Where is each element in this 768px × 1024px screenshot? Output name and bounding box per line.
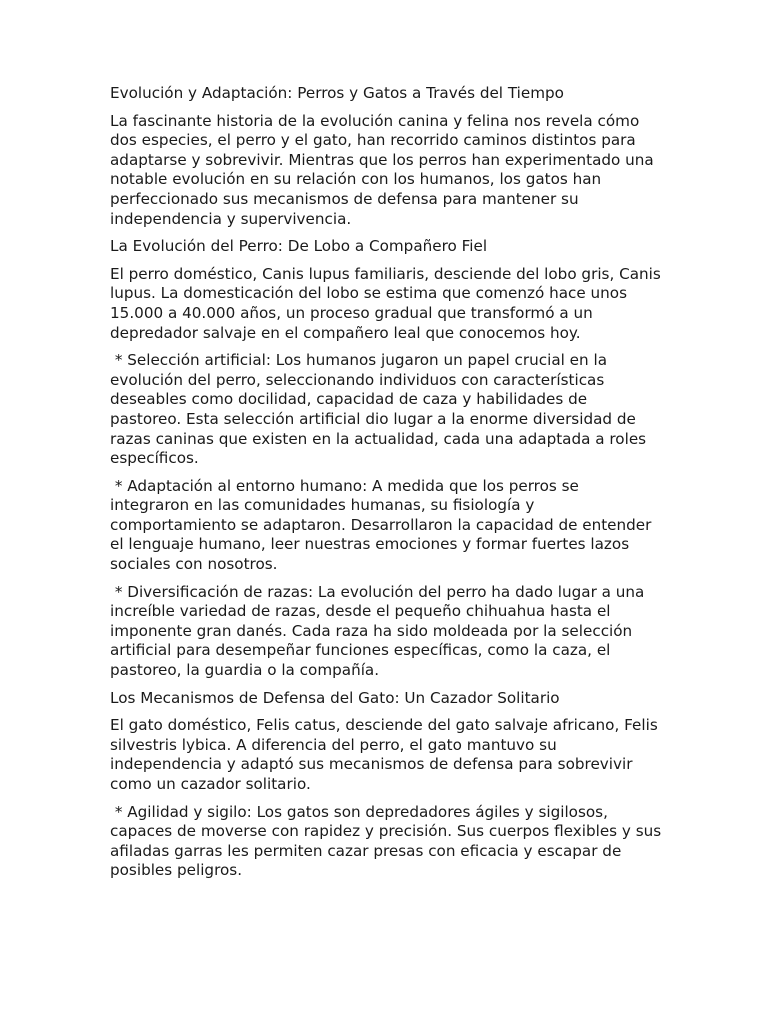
- document-page: [110, 84, 667, 889]
- document-title: Evolución y Adaptación: Perros y Gatos a Través del Tiempo: [110, 84, 564, 102]
- dog-bullet-human-adaptation: * Adaptación al entorno humano: A medida que los perros se integraron en las comunidades humanas, su fisiología y comportamiento se adaptaron. Desarrollaron la capacidad de entender el lenguaje humano, leer nuestras emociones y formar fuertes lazos sociales con nosotros.: [110, 476, 657, 574]
- cat-bullet-agility: * Agilidad y sigilo: Los gatos son depredadores ágiles y sigilosos, capaces de moverse con rapidez y precisión. Sus cuerpos flexibles y sus afiladas garras les permiten cazar presas con eficacia y escapar de posibles peligros.: [110, 802, 667, 880]
- section-heading-dog: La Evolución del Perro: De Lobo a Compañero Fiel: [110, 237, 488, 256]
- dog-bullet-breed-diversification: * Diversificación de razas: La evolución del perro ha dado lugar a una increíble variedad de razas, desde el pequeño chihuahua hasta el imponente gran danés. Cada raza ha sido moldeada por la selección artificial para desempeñar funciones específicas, como la caza, el pastoreo, la guardia o la compañía.: [110, 582, 650, 680]
- intro-paragraph: La fascinante historia de la evolución canina y felina nos revela cómo dos especies, el perro y el gato, han recorrido caminos distintos para adaptarse y sobrevivir. Mientras que los perros han experimentado una notable evolución en su relación con los humanos, los gatos han perfeccionado sus mecanismos de defensa para mantener su independencia y supervivencia.: [110, 111, 659, 228]
- dog-intro-paragraph: El perro doméstico, Canis lupus familiaris, desciende del lobo gris, Canis lupus. La domesticación del lobo se estima que comenzó hace unos 15.000 a 40.000 años, un proceso gradual que transformó a un depredador salvaje en el compañero leal que conocemos hoy.: [110, 264, 666, 342]
- section-heading-cat: Los Mecanismos de Defensa del Gato: Un Cazador Solitario: [110, 688, 560, 707]
- cat-intro-paragraph: El gato doméstico, Felis catus, desciende del gato salvaje africano, Felis silvestris lybica. A diferencia del perro, el gato mantuvo su independencia y adaptó sus mecanismos de defensa para sobrevivir como un cazador solitario.: [110, 716, 663, 793]
- dog-bullet-artificial-selection: * Selección artificial: Los humanos jugaron un papel crucial en la evolución del perro, seleccionando individuos con características deseables como docilidad, capacidad de caza y habilidades de pastoreo. Esta selección artificial dio lugar a la enorme diversidad de razas caninas que existen en la actualidad, cada una adaptada a roles específicos.: [110, 351, 651, 468]
